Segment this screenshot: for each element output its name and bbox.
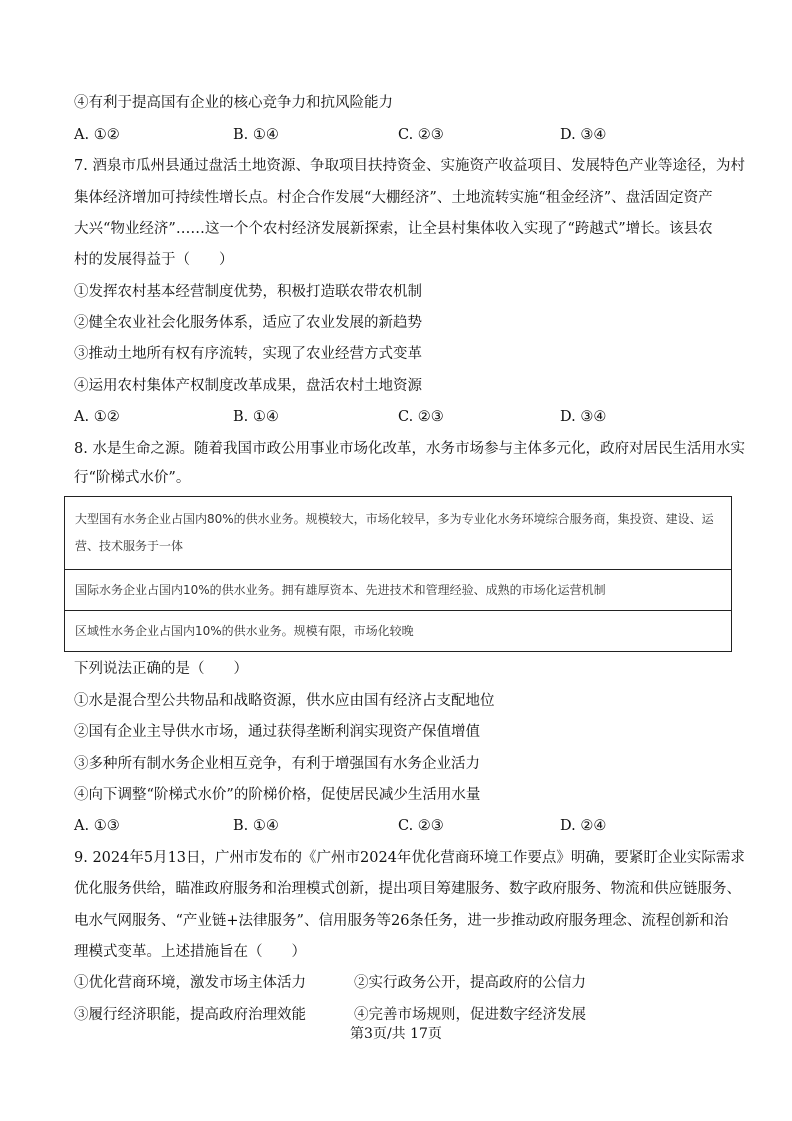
q8-item-4: ④向下调整“阶梯式水价”的阶梯价格，促使居民减少生活用水量 [74,787,481,803]
q7-item-4: ④运用农村集体产权制度改革成果，盘活农村土地资源 [74,378,422,394]
water-enterprise-table [64,496,732,652]
q9-item-3: ③履行经济职能，提高政府治理效能 [74,1007,306,1023]
q9-item-1: ①优化营商环境，激发市场主体活力 [74,975,306,991]
q7-stem-line-4: 村的发展得益于（ ） [74,252,234,268]
q7-item-3: ③推动土地所有权有序流转，实现了农业经营方式变革 [74,346,422,362]
table-row [65,611,732,652]
q7-option-d: D. ③④ [560,409,607,425]
q9-item-4: ④完善市场规则，促进数字经济发展 [354,1007,586,1023]
q7-option-c: C. ②③ [398,409,444,425]
q9-stem-line-3: 电水气网服务、“产业链+法律服务”、信用服务等26条任务，进一步推动政府服务理念、流程创新和治 [74,913,729,929]
q8-options [74,816,734,836]
q7-stem-line-3: 大兴“物业经济”……这一个个农村经济发展新探索，让全县村集体收入实现了“跨越式”增长。该县农 [74,221,713,237]
q6-options [74,125,734,145]
q6-option-d: D. ③④ [560,127,607,143]
q8-option-d: D. ②④ [560,818,607,834]
q9-items-row-2 [74,1005,734,1025]
q8-stem-line-1: 8. 水是生命之源。随着我国市政公用事业市场化改革，水务市场参与主体多元化，政府对居民生活用水实 [74,441,745,457]
q6-option-c: C. ②③ [398,127,444,143]
q6-option-a: A. ①② [74,127,120,143]
q8-stem-line-2: 行“阶梯式水价”。 [74,470,191,486]
q8-item-2: ②国有企业主导供水市场，通过获得垄断利润实现资产保值增值 [74,724,480,740]
q7-stem-line-2: 集体经济增加可持续性增长点。村企合作发展“大棚经济”、土地流转实施“租金经济”、盘活固定资产 [74,190,713,206]
table-cell-regional: 区域性水务企业占国内10%的供水业务。规模有限，市场化较晚 [65,611,732,652]
q7-option-a: A. ①② [74,409,120,425]
q6-option-b: B. ①④ [233,127,279,143]
q6-item-4: ④有利于提高国有企业的核心竞争力和抗风险能力 [74,95,393,111]
q7-item-2: ②健全农业社会化服务体系，适应了农业发展的新趋势 [74,315,422,331]
q8-item-3: ③多种所有制水务企业相互竞争，有利于增强国有水务企业活力 [74,756,480,772]
table-row [65,570,732,611]
q8-option-c: C. ②③ [398,818,444,834]
q7-stem-line-1: 7. 酒泉市瓜州县通过盘活土地资源、争取项目扶持资金、实施资产收益项目、发展特色产业等途径，为村 [74,158,745,174]
q8-item-1: ①水是混合型公共物品和战略资源，供水应由国有经济占支配地位 [74,693,495,709]
q8-prompt: 下列说法正确的是（ ） [74,661,248,677]
q7-item-1: ①发挥农村基本经营制度优势，积极打造联农带农机制 [74,284,422,300]
q8-option-b: B. ①④ [233,818,279,834]
q9-item-2: ②实行政务公开，提高政府的公信力 [354,975,586,991]
q7-option-b: B. ①④ [233,409,279,425]
table-row [65,497,732,570]
q9-stem-line-4: 理模式变革。上述措施旨在（ ） [74,944,306,960]
q7-options [74,407,734,427]
q9-stem-line-2: 优化服务供给，瞄准政府服务和治理模式创新，提出项目筹建服务、数字政府服务、物流和供应链服务、 [74,881,741,897]
q9-stem-line-1: 9. 2024年5月13日，广州市发布的《广州市2024年优化营商环境工作要点》明确，要紧盯企业实际需求 [74,850,745,866]
table-cell-international: 国际水务企业占国内10%的供水业务。拥有雄厚资本、先进技术和管理经验、成熟的市场化运营机制 [65,570,732,611]
page-number-footer: 第3页/共 17页 [350,1026,442,1042]
q8-option-a: A. ①③ [74,818,120,834]
q9-items-row-1 [74,973,734,993]
table-cell-state-owned: 大型国有水务企业占国内80%的供水业务。规模较大，市场化较早，多为专业化水务环境综合服务商，集投资、建设、运营、技术服务于一体 [65,497,732,570]
